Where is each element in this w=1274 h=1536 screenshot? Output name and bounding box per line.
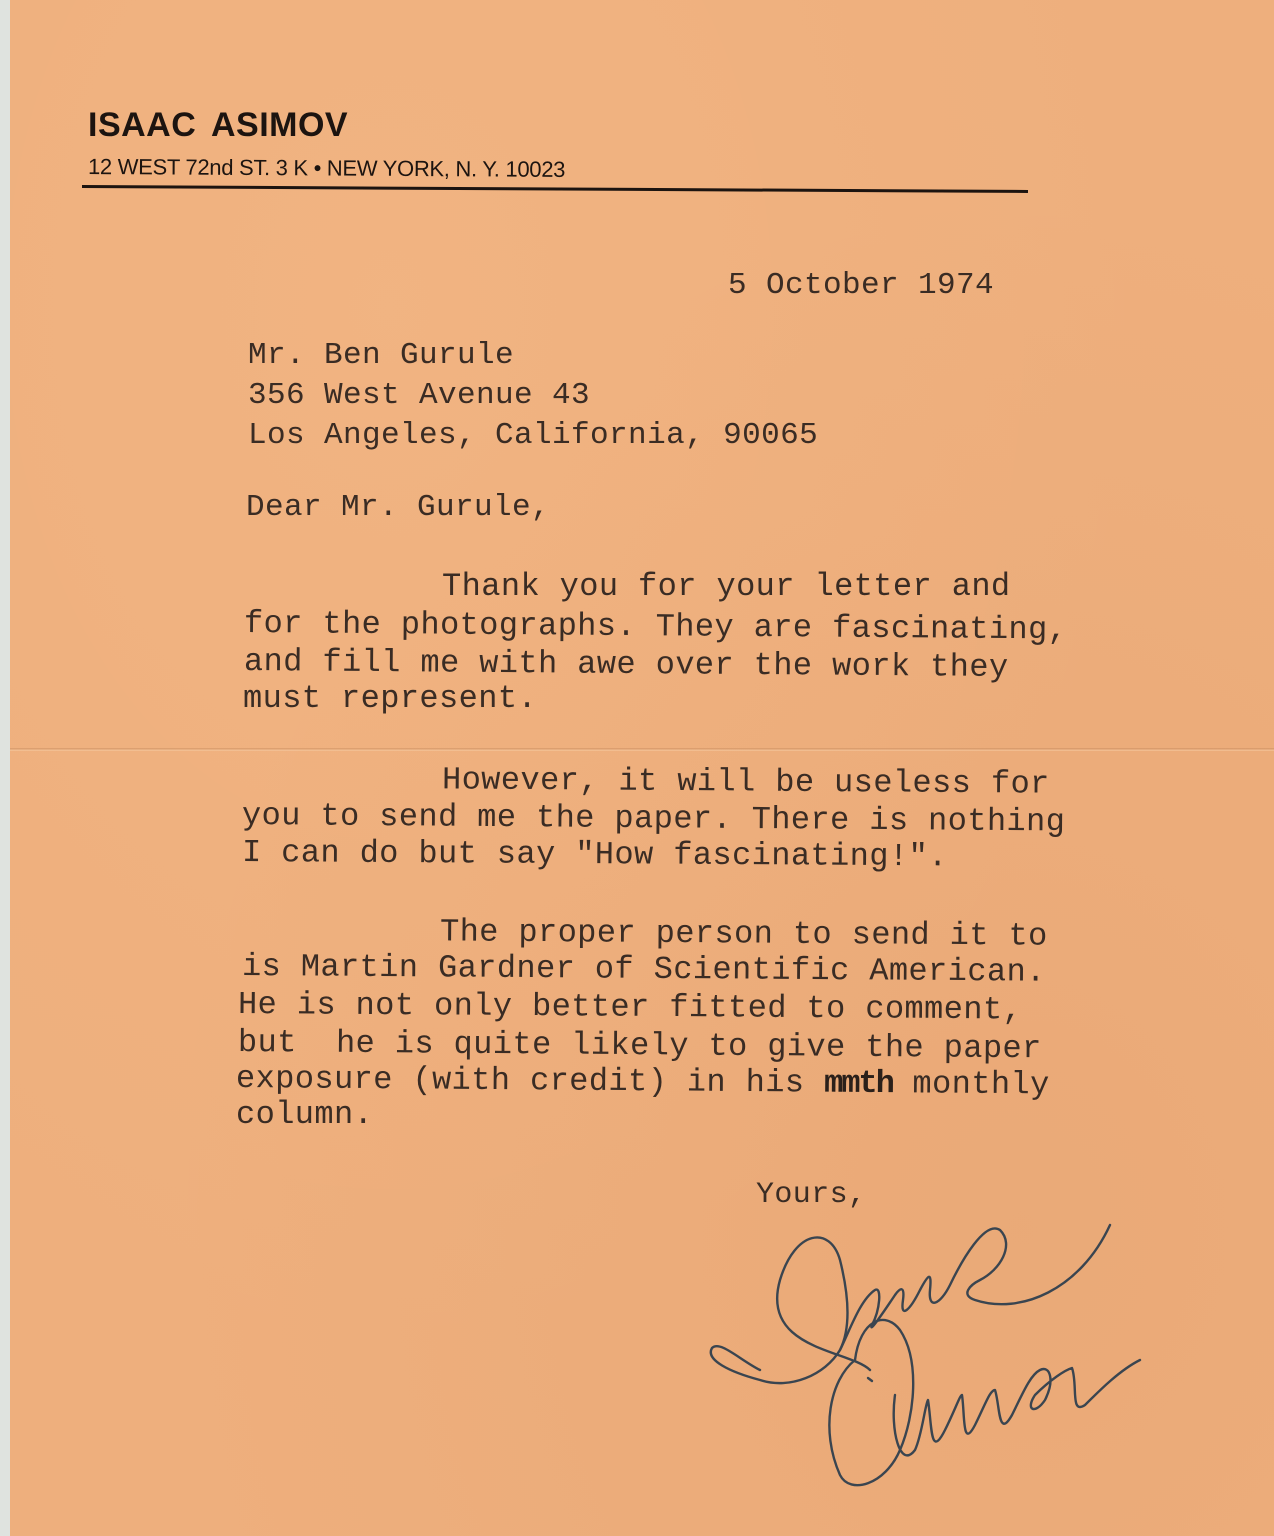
struck-out-typo: mmth <box>823 1064 894 1103</box>
paragraph-1-line-1: Thank you for your letter and <box>246 568 1011 605</box>
recipient-city: Los Angeles, California, 90065 <box>248 418 819 453</box>
paragraph-2-line-1: However, it will be useless for <box>245 760 1050 803</box>
handwritten-signature-icon <box>700 1200 1240 1500</box>
paragraph-3-line-5-end: monthly <box>892 1065 1050 1104</box>
paragraph-2-line-3: I can do but say "How fascinating!". <box>241 834 948 876</box>
scan-margin <box>0 0 10 1536</box>
letterhead-name: ISAAC ASIMOV <box>88 106 349 144</box>
paragraph-3-line-6: column. <box>236 1096 374 1133</box>
paragraph-3-line-5-text: exposure (with credit) in his <box>235 1060 825 1102</box>
paragraph-1-line-4: must represent. <box>243 680 538 717</box>
paragraph-3-line-2: is Martin Gardner of Scientific American. <box>241 948 1046 991</box>
paragraph-1-line-2: for the photographs. They are fascinating, <box>243 605 1068 649</box>
paper-fold-line <box>10 748 1274 751</box>
letter-date: 5 October 1974 <box>728 268 995 303</box>
recipient-name: Mr. Ben Gurule <box>248 338 515 373</box>
paragraph-3-line-4: but he is quite likely to give the paper <box>237 1024 1042 1068</box>
paragraph-3-line-1: The proper person to send it to <box>243 912 1048 955</box>
recipient-street: 356 West Avenue 43 <box>248 378 591 413</box>
paragraph-3-line-3: He is not only better fitted to comment, <box>237 986 1023 1029</box>
letterhead-address: 12 WEST 72nd ST. 3 K • NEW YORK, N. Y. 10023 <box>87 154 566 182</box>
closing: Yours, <box>756 1178 867 1212</box>
salutation: Dear Mr. Gurule, <box>246 490 551 525</box>
paragraph-2-line-2: you to send me the paper. There is nothing <box>241 797 1066 841</box>
paragraph-1-line-3: and fill me with awe over the work they <box>243 643 1009 687</box>
